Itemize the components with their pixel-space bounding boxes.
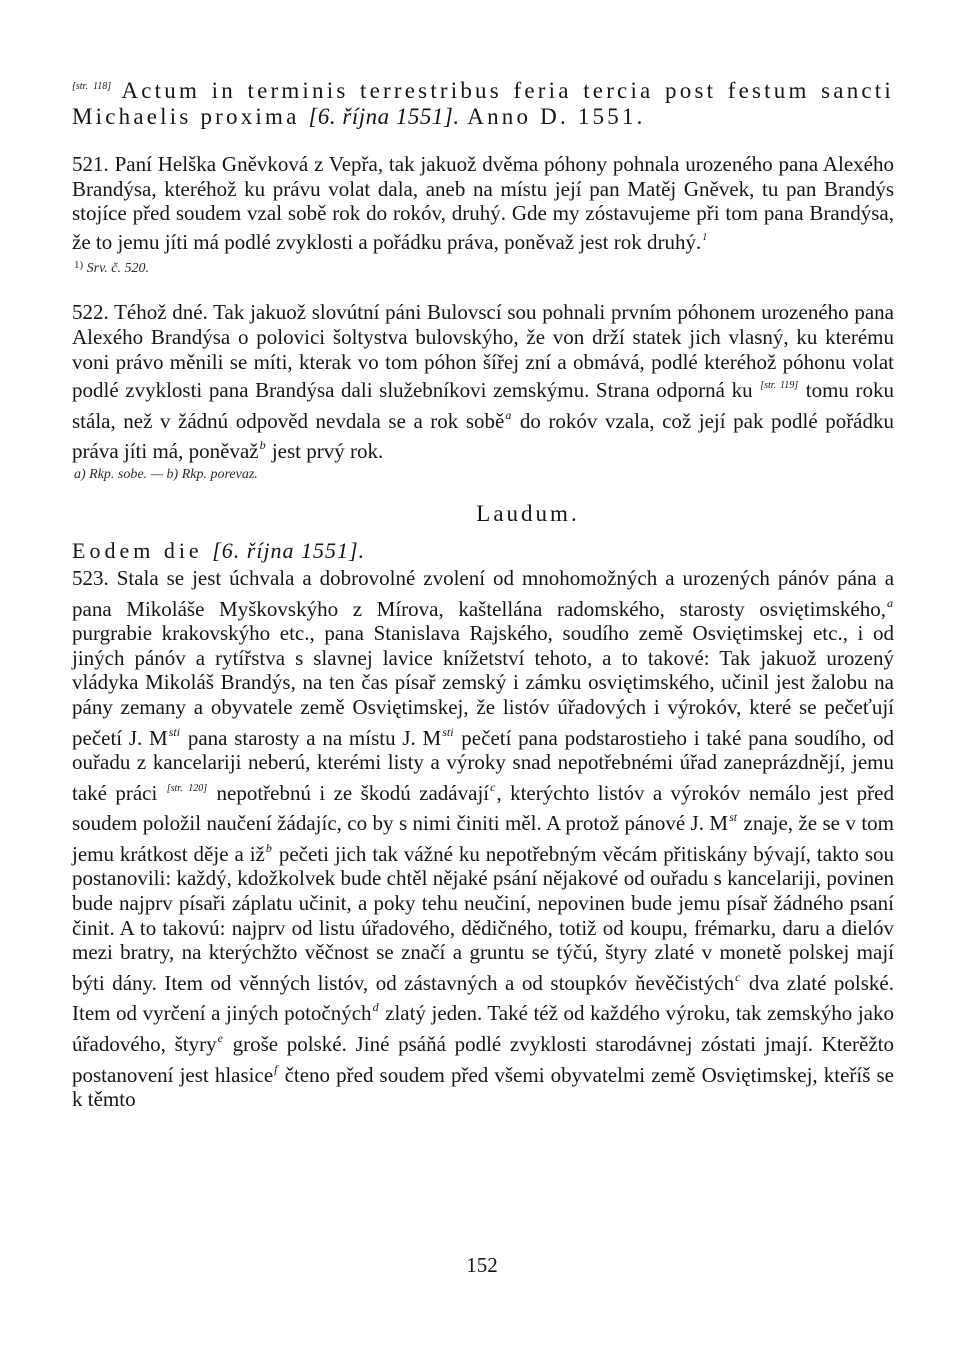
entry-521 [72,152,894,254]
entry-522 [72,300,894,464]
entry-text-part: nepotřebnú i ze škodú zadávají [216,780,490,805]
footnote-ref: c [735,969,741,984]
entry-text-part: groše polské. Jiné psáňá podlé zvyklosti starodávnej zóstati jmají. Kterěžto postanovení jest hlasice [72,1032,895,1087]
entry-text-part: , kterýchto listóv a výrokóv nemálo jest před soudem položil naučení žádajíc, co by s nimi činiti měl. A protož pánové J. M [72,780,894,836]
entry-text-part: znaje, že se v tom jemu krátkost děje a iž [72,811,895,866]
section-heading [72,74,894,130]
laudum-heading: Laudum. [476,500,580,526]
heading-latin: Actum in terminis terrestribus feria tercia post festum sancti Michaelis proxima [72,78,894,129]
entry-text-part: do rokóv vzala, což její pak podlé pořádku práva jíti má, poněvaž [72,408,895,464]
heading-anno: Anno D. 1551. [467,104,646,129]
footnote-ref: e [217,1031,223,1046]
footnote-ref: b [259,438,266,453]
footnote-ref: f [274,1061,278,1076]
footnote-mark: 1) [74,259,84,272]
entry-text-part: zlatý jeden. Také též od každého výroku, tak zemskýho jako úřadového, štyry [72,1001,894,1057]
footnote-ref: a [505,407,512,422]
entry-text-part: pečeti jich tak vážné ku nepotřebným věcám přitiskány bývají, takto sou postanovili: každý, kdožkolvek bude chtěl nějaké psání nějakové od ouřadu s kancelariji, povinen bude najprv písaři záplatu učinit, a poky tehu neučiní, nepovinen bude jemu písař žádného psaní činit. A to takovú: najprv od listu úřadového, dědičného, totiž od koupu, frémarku, daru a dielóv mezi bratry, na kterýchžto věčnost se značí a gruntu se týčú, štyry zlaté v monetě polskej mají býti dány. Item od věnných listóv, od zástavných a od stoupkóv ňevěčistých [72,841,894,995]
entry-523 [72,566,894,1112]
footnote-ref: c [490,779,496,794]
page-content [72,74,894,1112]
footnote-text: Srv. č. 520. [86,261,150,277]
superscript: sti [168,724,181,739]
entry-number: 522. [72,300,109,325]
entry-text-part: Téhož dné. Tak jakuož slovútní páni Bulovscí sou pohnali prvním póhonem urozeného pana Alexého Brandýsa o polovici šoltystva bulovskýho, že von drží statek jich vlasný, ku kterému voni právo měnili se míti, kterak vo tom póhon šířej zní a obmává, podlé kteréhož póhonu volat podlé zvyklosti pana Brandýsa dali služebníkovi zemskýmu. Strana odporná ku [72,300,894,403]
eodem-heading [72,538,894,564]
entry-text-part: dva zlaté polské. Item od vyrčení a jiných potočných [72,970,894,1026]
entry-text-part: pana starosty a na místu J. M [187,725,442,750]
eodem-date: [6. října 1551]. [212,537,366,563]
entry-text-part: čteno před soudem před všemi obyvatelmi země Osviętimskej, kteříš se k těmto [72,1062,895,1112]
folio-marker: [str. 120] [166,782,208,794]
footnote-522: a) Rkp. sobe. — b) Rkp. porevaz. [74,466,258,482]
entry-text-part: pečetí pana podstarostieho i také pana soudího, od ouřadu z kancelariji neberú, kterémi listy a výroky snad nepotřebnémi úřad zaneprázdnějí, jemu také práci [72,725,894,805]
eodem-label: Eodem die [72,537,203,563]
entry-number: 521. [72,152,109,176]
footnote-ref: d [372,1000,379,1015]
entry-text-part: Stala se jest úchvala a dobrovolné zvolení od mnohomožných a urozených pánóv pána a pana Mikoláše Myškovskýho z Mírova, kaštellána radomského, starosty osviętimského, [72,565,895,621]
entry-text-part: tomu roku stála, než v žádnú odpověd nevdala se a rok sobě [72,378,895,433]
superscript: st [729,810,738,825]
superscript: sti [442,724,454,739]
footnote-ref: 1 [702,231,708,243]
page-number: 152 [466,1253,498,1277]
heading-date: [6. října 1551]. [308,104,460,129]
entry-number: 523. [72,565,109,590]
folio-marker: [str. 118] [72,81,112,92]
entry-text-part: purgrabie krakovskýho etc., pana Stanislava Rajského, soudího země Osviętimskej etc., i od jiných pánóv a rytířstva s slavnej lavice knížetství tehoto, a to takové: Tak jakuož urozený vládyka Mikoláš Brandýs, na ten čas písař zemský i zámku osviętimského, učinil jest žalobu na pány zemany a obyvatele země Osviętimskej, že listóv úřadových i výrokóv, které se pečeťují pečetí J. M [72,621,894,750]
entry-text: Paní Helška Gněvková z Vepřa, tak jakuož dvěma póhony pohnala urozeného pana Alexého Brandýsa, kteréhož ku právu volat dala, aneb na místu její pan Matěj Gněvek, tu pan Brandýs stojíce před soudem vzal sobě rok do rokóv, druhý. Gde my zóstavujeme při tom pana Brandýsa, že to jemu jíti má podlé zvyklosti a pořádku práva, poněvaž jest rok druhý. [72,152,894,254]
footnote-ref: a [887,595,893,610]
entry-text-part: jest prvý rok. [271,439,384,464]
footnote-ref: b [265,840,272,855]
folio-marker: [str. 119] [760,380,799,392]
footnote-521 [72,256,894,278]
